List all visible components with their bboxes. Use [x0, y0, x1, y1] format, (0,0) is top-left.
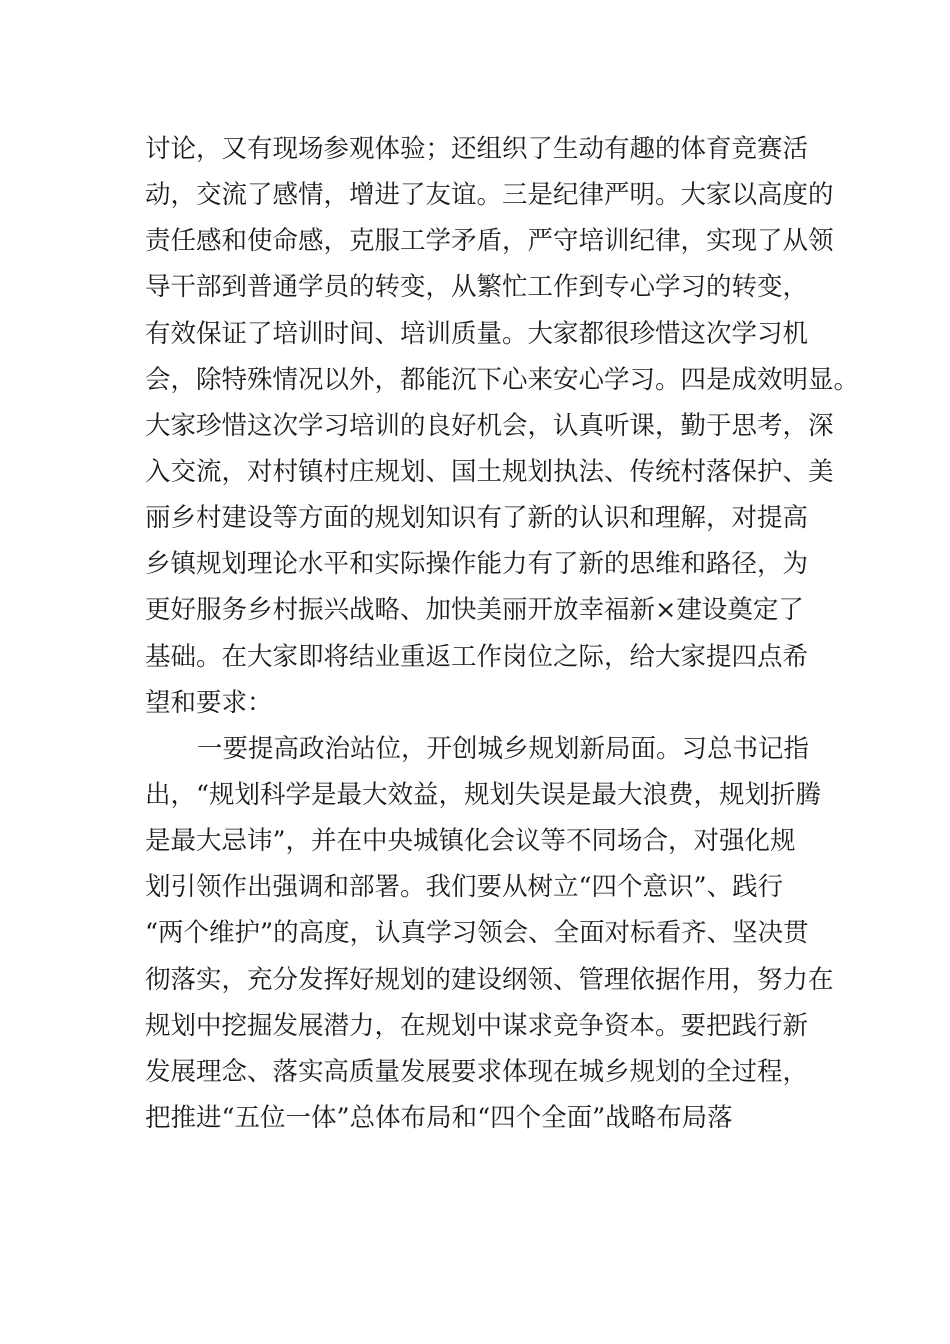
text-line: 动，交流了感情，增进了友谊。三是纪律严明。大家以高度的: [145, 180, 834, 211]
text-line: 入交流，对村镇村庄规划、国土规划执法、传统村落保护、美: [145, 456, 834, 487]
text-line: 责任感和使命感，克服工学矛盾，严守培训纪律，实现了从领: [145, 226, 834, 257]
text-line: 规划中挖掘发展潜力，在规划中谋求竞争资本。要把践行新: [145, 1010, 809, 1041]
text-line: 出，“规划科学是最大效益，规划失误是最大浪费，规划折腾: [145, 779, 822, 810]
body-text: [145, 126, 860, 1141]
text-line: 发展理念、落实高质量发展要求体现在城乡规划的全过程，: [145, 1056, 809, 1087]
text-line: 讨论，又有现场参观体验；还组织了生动有趣的体育竞赛活: [145, 134, 809, 164]
text-line: 导干部到普通学员的转变，从繁忙工作到专心学习的转变，: [145, 272, 809, 303]
text-line: 丽乡村建设等方面的规划知识有了新的认识和理解，对提高: [145, 503, 809, 534]
text-line: 是最大忌讳”，并在中央城镇化会议等不同场合，对强化规: [145, 826, 796, 857]
text-line: 乡镇规划理论水平和实际操作能力有了新的思维和路径，为: [145, 549, 809, 580]
text-line: 彻落实，充分发挥好规划的建设纲领、管理依据作用，努力在: [145, 964, 834, 995]
text-line: 划引领作出强调和部署。我们要从树立“四个意识”、践行: [145, 872, 784, 903]
text-line: 大家珍惜这次学习培训的良好机会，认真听课，勤于思考，深: [145, 410, 834, 441]
text-line: “两个维护”的高度，认真学习领会、全面对标看齐、坚决贯: [145, 918, 809, 949]
text-line: 望和要求：: [145, 687, 273, 718]
text-line: 更好服务乡村振兴战略、加快美丽开放幸福新×建设奠定了: [145, 595, 804, 626]
paragraph-start-line: 一要提高政治站位，开创城乡规划新局面。习总书记指: [197, 733, 810, 764]
text-line: 有效保证了培训时间、培训质量。大家都很珍惜这次学习机: [145, 318, 809, 349]
text-line: 会，除特殊情况以外，都能沉下心来安心学习。四是成效明显。: [145, 364, 860, 395]
text-line: 基础。在大家即将结业重返工作岗位之际，给大家提四点希: [145, 641, 809, 672]
text-line: 把推进“五位一体”总体布局和“四个全面”战略布局落: [145, 1102, 733, 1133]
